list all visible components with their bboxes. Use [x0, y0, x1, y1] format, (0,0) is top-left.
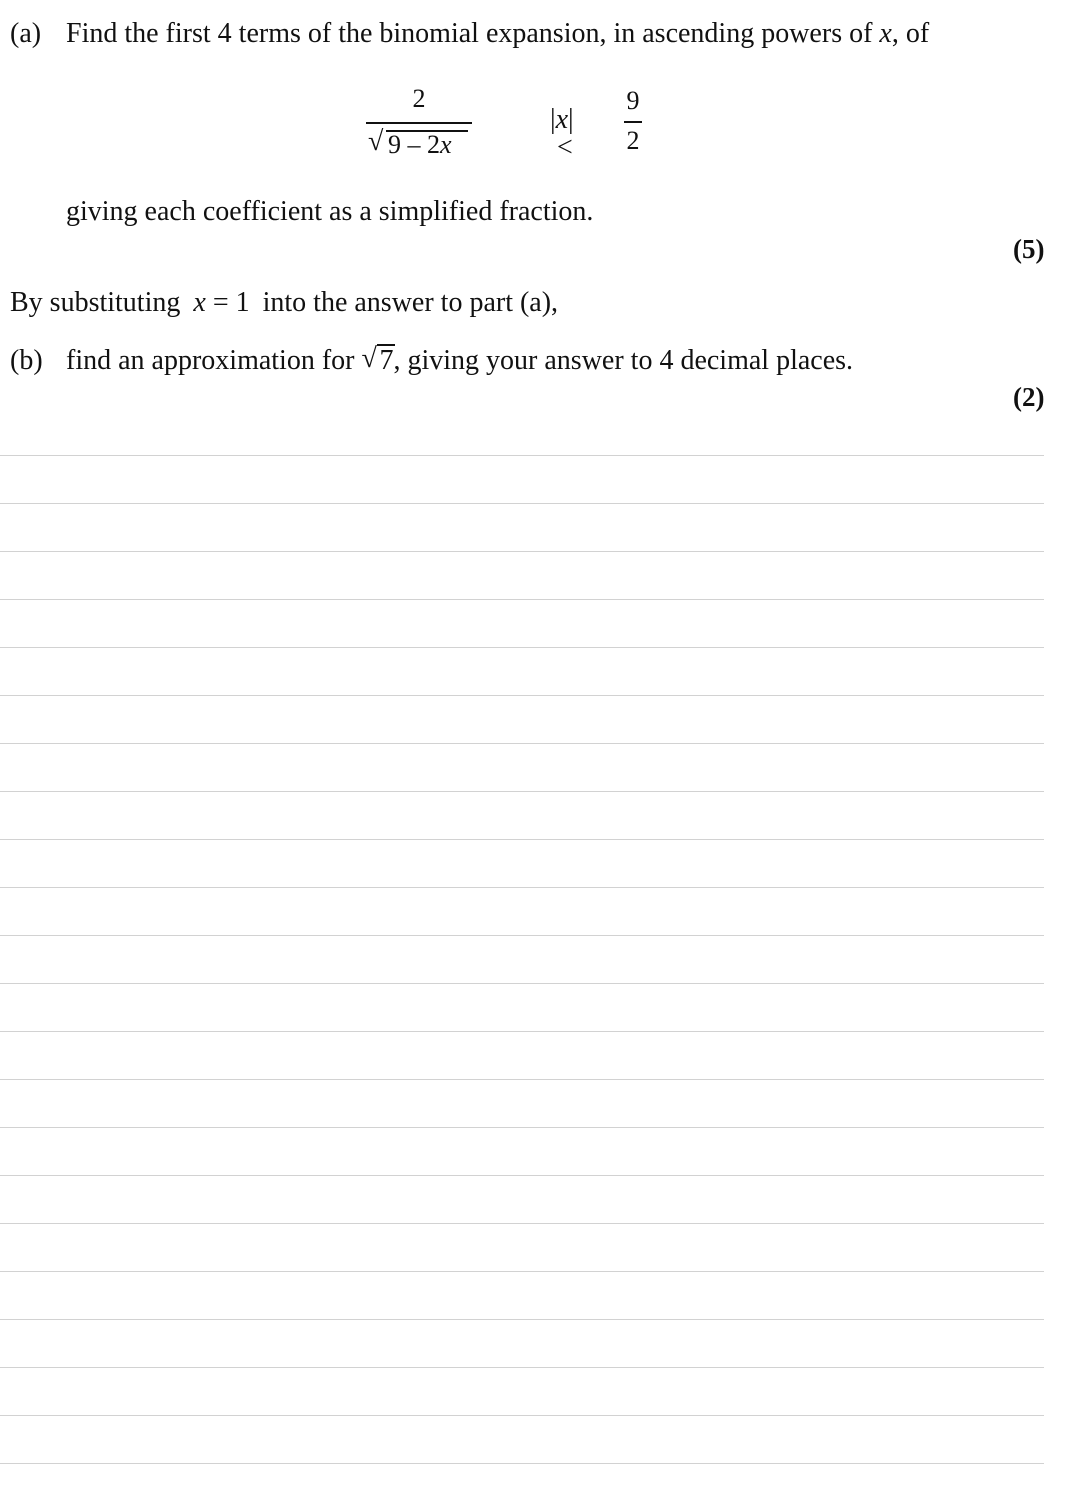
answer-line — [0, 1319, 1044, 1320]
answer-line — [0, 695, 1044, 696]
part-b-vinculum — [377, 344, 395, 346]
answer-line — [0, 647, 1044, 648]
answer-line — [0, 1223, 1044, 1224]
answer-line — [0, 1079, 1044, 1080]
answer-line — [0, 1031, 1044, 1032]
part-a-marks: (5) — [1013, 234, 1045, 264]
condition-fraction — [622, 88, 644, 158]
substitution-instruction — [10, 289, 558, 317]
part-a-variable: x — [879, 18, 892, 49]
part-b-prompt-text: find an approximation for — [66, 345, 355, 376]
substitution-post: into the answer to part (a), — [262, 287, 559, 318]
answer-line — [0, 839, 1044, 840]
substitution-equals: = 1 — [212, 287, 250, 318]
condition-numerator: 9 — [626, 86, 640, 115]
part-b-radicand: 7 — [379, 345, 394, 376]
radicand-variable: x — [440, 130, 452, 159]
fraction-bar — [366, 122, 472, 124]
answer-line — [0, 455, 1044, 456]
abs-variable: x — [555, 104, 569, 135]
part-a-label: (a) — [10, 18, 42, 49]
condition-denominator: 2 — [626, 126, 640, 155]
answer-line — [0, 503, 1044, 504]
part-b-marks: (2) — [1013, 382, 1045, 412]
part-a-instruction: giving each coefficient as a simplified fraction. — [66, 196, 594, 227]
answer-line — [0, 935, 1044, 936]
radicand — [388, 132, 452, 158]
answer-line — [0, 743, 1044, 744]
answer-line — [0, 887, 1044, 888]
answer-line — [0, 1367, 1044, 1368]
abs-open: | — [550, 104, 556, 135]
part-a-prompt — [66, 20, 929, 48]
part-b-label: (b) — [10, 345, 43, 376]
binomial-expression — [366, 86, 472, 160]
radicand-constant: 9 – 2 — [388, 130, 440, 159]
answer-line — [0, 983, 1044, 984]
substitution-variable: x — [193, 287, 206, 318]
sqrt-seven — [361, 343, 394, 376]
part-a-prompt-end: , of — [891, 18, 930, 49]
expression-numerator: 2 — [412, 84, 426, 113]
square-root-sign: √ — [368, 126, 384, 157]
condition-fraction-bar — [624, 121, 642, 123]
answer-line — [0, 599, 1044, 600]
answer-line — [0, 791, 1044, 792]
part-b-radical-sign: √ — [361, 343, 377, 374]
answer-line — [0, 1271, 1044, 1272]
part-a-prompt-text: Find the first 4 terms of the binomial expansion, in ascending powers of — [66, 18, 873, 49]
condition-relation: < — [557, 132, 573, 163]
answer-line — [0, 1127, 1044, 1128]
answer-line — [0, 1175, 1044, 1176]
answer-line — [0, 551, 1044, 552]
answer-line — [0, 1415, 1044, 1416]
answer-line — [0, 1463, 1044, 1464]
part-b-prompt — [66, 343, 854, 376]
expression-denominator — [366, 128, 472, 160]
substitution-pre: By substituting — [10, 287, 181, 318]
part-b-prompt-end: , giving your answer to 4 decimal places. — [393, 345, 854, 376]
abs-close: | — [568, 104, 574, 135]
condition-lhs — [550, 106, 574, 162]
